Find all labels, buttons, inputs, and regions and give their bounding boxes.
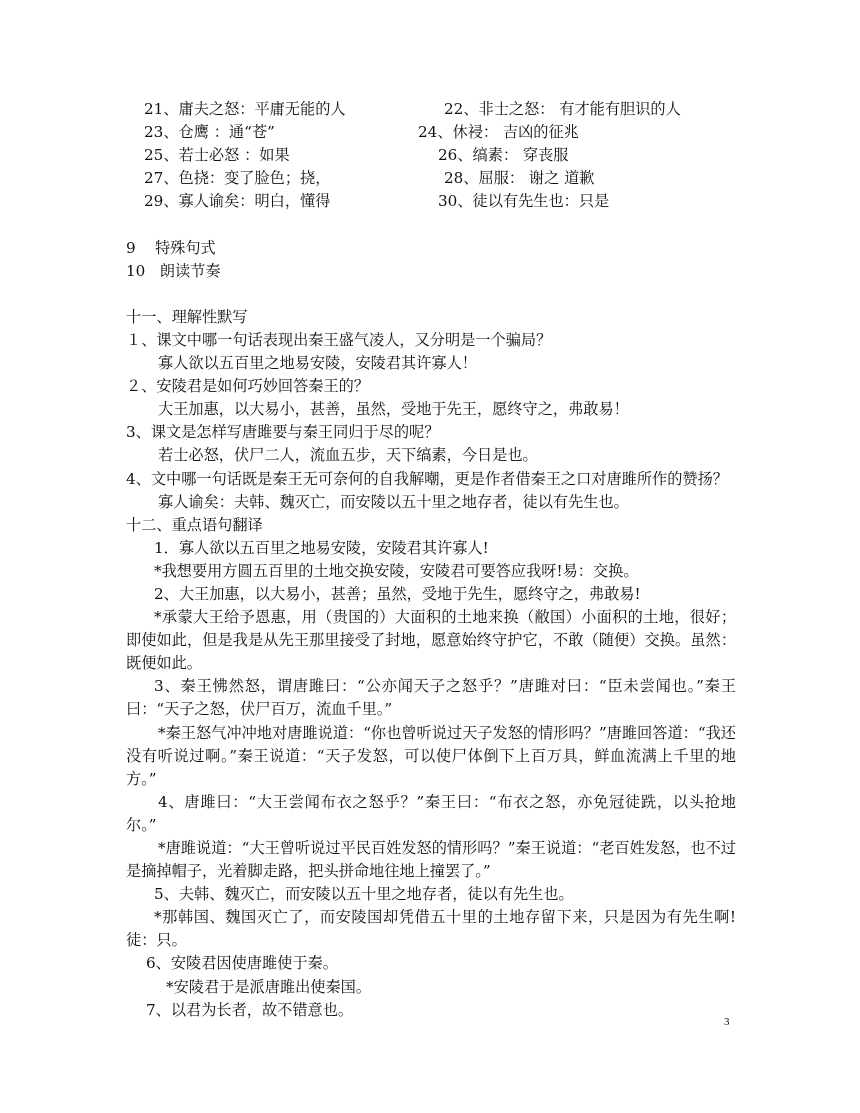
vocab-item: 24、休祲： 吉凶的征兆 bbox=[418, 123, 579, 142]
answer: 寡人欲以五百里之地易安陵，安陵君其许寡人！ bbox=[158, 354, 477, 373]
vocab-item: 30、徒以有先生也：只是 bbox=[438, 192, 610, 211]
vocab-item: 25、若士必怒 ：如果 bbox=[144, 146, 290, 165]
answer: 若士必怒，伏尸二人，流血五步，天下缟素，今日是也。 bbox=[158, 446, 538, 465]
vocab-row bbox=[126, 190, 736, 213]
vocab-item: 21、庸夫之怒：平庸无能的人 bbox=[144, 100, 346, 118]
translation: *安陵君于是派唐雎出使秦国。 bbox=[166, 977, 372, 996]
vocab-row bbox=[126, 144, 736, 167]
vocab-item: 29、寡人谕矣：明白，懂得 bbox=[144, 192, 331, 211]
translation: *承蒙大王给予恩惠，用（贵国的）大面积的土地来换（敝国）小面积的土地，很好；即使如此，但是我是从先王那里接受了封地，愿意始终守护它，不敢（随便）交换。虽然：既便如此。 bbox=[126, 608, 736, 673]
section-heading: 10 朗读节奏 bbox=[126, 261, 221, 280]
question: １、课文中哪一句话表现出秦王盛气凌人，又分明是一个骗局？ bbox=[126, 330, 552, 349]
source-sentence: 1．寡人欲以五百里之地易安陵，安陵君其许寡人! bbox=[154, 538, 489, 557]
question: 3、课文是怎样写唐雎要与秦王同归于尽的呢？ bbox=[126, 423, 440, 442]
answer: 大王加惠，以大易小，甚善，虽然，受地于先王，愿终守之，弗敢易！ bbox=[158, 400, 629, 419]
translation: *秦王怒气冲冲地对唐雎说道：“你也曾听说过天子发怒的情形吗？”唐雎回答道：“我还没有听说过啊。”秦王说道：“天子发怒，可以使尸体倒下上百万具，鲜血流满上千里的地方。” bbox=[126, 723, 736, 788]
vocab-item: 26、缟素： 穿丧服 bbox=[438, 146, 569, 165]
source-sentence: 3、秦王怫然怒，谓唐雎曰：“公亦闻天子之怒乎？”唐雎对曰：“臣未尝闻也。”秦王曰：“天子之怒，伏尸百万，流血千里。” bbox=[126, 677, 736, 719]
translation: *那韩国、魏国灭亡了，而安陵国却凭借五十里的土地存留下来，只是因为有先生啊!徒：只。 bbox=[126, 908, 736, 950]
page-number: 3 bbox=[724, 1016, 730, 1028]
translation: *唐雎说道：“大王曾听说过平民百姓发怒的情形吗？”秦王说道：“老百姓发怒，也不过是摘掉帽子，光着脚走路，把头拼命地往地上撞罢了。” bbox=[126, 839, 736, 881]
source-sentence: 7、以君为长者，故不错意也。 bbox=[146, 1000, 354, 1019]
spacer bbox=[126, 283, 736, 306]
source-sentence: 5、夫韩、魏灭亡，而安陵以五十里之地存者，徒以有先生也。 bbox=[154, 885, 574, 904]
source-sentence: 6、安陵君因使唐雎使于秦。 bbox=[146, 954, 338, 973]
section-heading: 十一、理解性默写 bbox=[126, 307, 248, 326]
vocab-item: 28、屈服： 谢之 道歉 bbox=[444, 169, 595, 188]
vocab-item: 23、仓鹰 ：通“苍” bbox=[144, 123, 275, 142]
vocab-item: 22、非士之怒： 有才能有胆识的人 bbox=[444, 100, 681, 118]
vocab-row bbox=[126, 121, 736, 144]
page-content bbox=[126, 98, 736, 1022]
section-heading: 十二、重点语句翻译 bbox=[126, 515, 263, 534]
question: ２、安陵君是如何巧妙回答秦王的？ bbox=[126, 377, 369, 396]
vocab-row bbox=[126, 98, 736, 121]
source-sentence: 2、大王加惠，以大易小，甚善；虽然，受地于先生，愿终守之，弗敢易! bbox=[154, 584, 641, 603]
section-heading: 9 特殊句式 bbox=[126, 238, 216, 257]
vocab-row bbox=[126, 167, 736, 190]
answer: 寡人谕矣：夫韩、魏灭亡，而安陵以五十里之地存者，徒以有先生也。 bbox=[158, 492, 629, 511]
vocab-item: 27、色挠：变了脸色；挠， bbox=[144, 169, 331, 188]
translation: *我想要用方圆五百里的土地交换安陵，安陵君可要答应我呀!易：交换。 bbox=[154, 561, 639, 580]
question: 4、文中哪一句话既是秦王无可奈何的自我解嘲，更是作者借秦王之口对唐雎所作的赞扬？ bbox=[126, 469, 728, 488]
spacer bbox=[126, 213, 736, 236]
source-sentence: 4、唐雎曰：“大王尝闻布衣之怒乎？”秦王曰：“布衣之怒，亦免冠徒跣，以头抢地尔。” bbox=[126, 792, 736, 834]
